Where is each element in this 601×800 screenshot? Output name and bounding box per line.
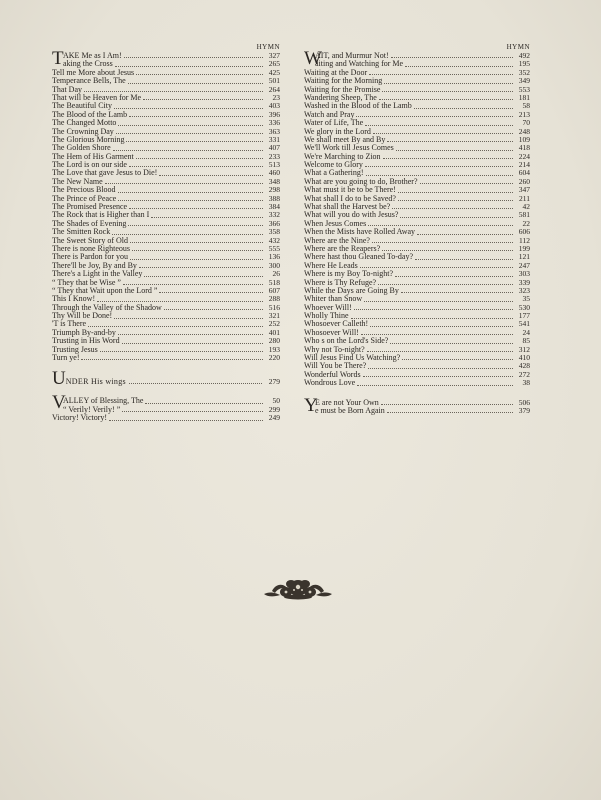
index-entry-title: The Precious Blood bbox=[52, 185, 116, 195]
index-entry-title: “ They that be Wise ” bbox=[52, 277, 121, 287]
hymn-number: 85 bbox=[522, 336, 530, 346]
hymn-number: 22 bbox=[522, 218, 530, 228]
dot-leader bbox=[100, 350, 263, 352]
dot-leader bbox=[351, 317, 513, 319]
index-entry-title: We glory in the Lord bbox=[304, 126, 371, 136]
dot-leader bbox=[361, 333, 513, 335]
hymn-number: 607 bbox=[268, 285, 280, 295]
drop-cap-u: U bbox=[52, 368, 66, 390]
hymn-number: 339 bbox=[518, 277, 530, 287]
dot-leader bbox=[123, 283, 263, 285]
index-entry-title: Trusting Jesus bbox=[52, 344, 98, 354]
hymn-number: 252 bbox=[268, 319, 280, 329]
drop-cap-w: W bbox=[304, 48, 322, 69]
index-entry-title: Through the Valley of the Shadow bbox=[52, 302, 162, 312]
dot-leader bbox=[118, 199, 263, 201]
hymn-number: 214 bbox=[518, 160, 530, 170]
hymn-number: 425 bbox=[268, 67, 280, 77]
index-entry-title: The Rock that is Higher than I bbox=[52, 210, 150, 220]
dot-leader bbox=[366, 174, 513, 176]
dot-leader bbox=[143, 98, 263, 100]
dot-leader bbox=[118, 124, 263, 126]
hymn-column-header: HYMN bbox=[506, 43, 530, 51]
hymn-number: 336 bbox=[268, 118, 280, 128]
dot-leader bbox=[396, 149, 513, 151]
index-entry-title: Welcome to Glory bbox=[304, 160, 363, 170]
hymn-number: 42 bbox=[522, 202, 530, 212]
dot-leader bbox=[126, 140, 263, 142]
dot-leader bbox=[164, 308, 263, 310]
hymn-number: 428 bbox=[518, 361, 530, 371]
dot-leader bbox=[370, 325, 513, 327]
index-entry-title: Water of Life, The bbox=[304, 118, 364, 128]
index-entry-title: We'll Work till Jesus Comes bbox=[304, 143, 394, 153]
index-entry-title: Whosoever Will! bbox=[304, 327, 359, 337]
index-entry-title: Where hast thou Gleaned To-day? bbox=[304, 252, 414, 262]
dot-leader bbox=[360, 266, 513, 268]
hymn-number: 513 bbox=[268, 160, 280, 170]
hymn-number: 70 bbox=[522, 118, 530, 128]
hymn-number: 332 bbox=[268, 210, 280, 220]
hymn-number: 195 bbox=[518, 59, 530, 69]
index-entry-title: AKE Me as I Am! bbox=[63, 50, 122, 60]
index-entry-title: We shall meet By and By bbox=[304, 134, 386, 144]
dot-leader bbox=[97, 300, 263, 302]
hymn-number: 26 bbox=[272, 269, 280, 279]
index-entry-title: This I Know! bbox=[52, 294, 96, 304]
hymn-number: 193 bbox=[268, 344, 280, 354]
index-entry-title: That will be Heaven for Me bbox=[52, 92, 142, 102]
dot-leader bbox=[128, 82, 263, 84]
hymn-number: 327 bbox=[268, 50, 280, 60]
left-column bbox=[52, 43, 280, 423]
hymn-number: 300 bbox=[268, 260, 280, 270]
hymn-number: 181 bbox=[518, 92, 530, 102]
index-entry-title: Tell me More about Jesus bbox=[52, 67, 135, 77]
dot-leader bbox=[387, 140, 513, 142]
hymn-number: 298 bbox=[268, 185, 280, 195]
drop-cap-y: Y bbox=[304, 394, 318, 416]
hymn-number: 323 bbox=[518, 285, 530, 295]
index-entry-title: The Blood of the Lamb bbox=[52, 109, 128, 119]
dot-leader bbox=[400, 216, 513, 218]
dot-leader bbox=[368, 367, 513, 369]
dot-leader bbox=[139, 266, 263, 268]
index-entry-title: What shall I do to be Saved? bbox=[304, 193, 396, 203]
hymn-number: 553 bbox=[518, 84, 530, 94]
dot-leader bbox=[392, 207, 513, 209]
hymn-number: 35 bbox=[522, 294, 530, 304]
index-entry-title: E are not Your Own bbox=[315, 397, 379, 407]
dot-leader bbox=[122, 342, 263, 344]
hymn-number: 213 bbox=[518, 109, 530, 119]
hymn-number: 233 bbox=[268, 151, 280, 161]
index-entry bbox=[52, 77, 280, 85]
hymn-column-header: HYMN bbox=[256, 43, 280, 51]
dot-leader bbox=[114, 317, 263, 319]
hymn-number: 211 bbox=[519, 193, 530, 203]
drop-cap-v: V bbox=[52, 392, 66, 414]
hymn-number: 541 bbox=[518, 319, 530, 329]
index-entry-title: The Promised Presence bbox=[52, 202, 128, 212]
dot-leader bbox=[151, 216, 263, 218]
dot-leader bbox=[367, 350, 513, 352]
hymn-number: 312 bbox=[518, 344, 530, 354]
dot-leader bbox=[415, 258, 513, 260]
index-entry-title: What must it be to be There! bbox=[304, 185, 396, 195]
dot-leader bbox=[402, 358, 513, 360]
index-entry-title: There is Pardon for you bbox=[52, 252, 128, 262]
dot-leader bbox=[372, 241, 513, 243]
index-entry-title: What shall the Harvest be? bbox=[304, 202, 391, 212]
hymn-number: 136 bbox=[268, 252, 280, 262]
hymn-number: 58 bbox=[522, 101, 530, 111]
index-entry-title: The Smitten Rock bbox=[52, 227, 111, 237]
dot-leader bbox=[378, 283, 513, 285]
hymn-number: 288 bbox=[268, 294, 280, 304]
dot-leader bbox=[136, 157, 263, 159]
index-entry-title: Victory! Victory! bbox=[52, 413, 108, 423]
right-column bbox=[304, 43, 530, 415]
hymn-number: 358 bbox=[268, 227, 280, 237]
hymn-number: 349 bbox=[518, 76, 530, 86]
dot-leader bbox=[390, 342, 513, 344]
hymn-number: 38 bbox=[522, 378, 530, 388]
index-entry-title: The Crowning Day bbox=[52, 126, 114, 136]
dot-leader bbox=[414, 107, 513, 109]
index-entry-title: Thy Will be Done! bbox=[52, 311, 113, 321]
hymn-number: 109 bbox=[518, 134, 530, 144]
index-entry-title: That Day bbox=[52, 84, 82, 94]
dot-leader bbox=[84, 90, 263, 92]
index-entry-title: aiting and Watching for Me bbox=[315, 59, 404, 69]
dot-leader bbox=[136, 73, 263, 75]
index-entry-title: Wondrous Love bbox=[304, 378, 356, 388]
hymn-number: 265 bbox=[268, 59, 280, 69]
index-entry-title: The Glorious Morning bbox=[52, 134, 125, 144]
u-section bbox=[52, 368, 280, 390]
hymn-number: 279 bbox=[268, 377, 280, 387]
dot-leader bbox=[114, 107, 263, 109]
dot-leader bbox=[124, 56, 263, 58]
index-entry-title: Where is Thy Refuge? bbox=[304, 277, 377, 287]
dot-leader bbox=[109, 419, 263, 421]
index-entry-title: When Jesus Comes bbox=[304, 218, 367, 228]
hymn-number: 363 bbox=[268, 126, 280, 136]
dot-leader bbox=[88, 325, 263, 327]
hymn-number: 506 bbox=[518, 397, 530, 407]
hymn-number: 224 bbox=[518, 151, 530, 161]
dot-leader bbox=[405, 65, 513, 67]
index-entry-title: There is none Righteous bbox=[52, 243, 130, 253]
index-entry-title: Waiting at the Door bbox=[304, 67, 368, 77]
index-entry-title: The Beautiful City bbox=[52, 101, 112, 111]
index-entry-title: Where are the Nine? bbox=[304, 235, 370, 245]
index-entry-title: The New Name bbox=[52, 176, 103, 186]
dot-leader bbox=[401, 291, 513, 293]
hymn-number: 492 bbox=[518, 50, 530, 60]
hymn-number: 177 bbox=[518, 311, 530, 321]
dot-leader bbox=[144, 275, 263, 277]
index-entry-title: The Lord is on our side bbox=[52, 160, 127, 170]
hymn-number: 388 bbox=[268, 193, 280, 203]
index-entry-title: When the Mists have Rolled Away bbox=[304, 227, 416, 237]
dot-leader bbox=[363, 375, 513, 377]
dot-leader bbox=[368, 224, 513, 226]
dot-leader bbox=[105, 182, 263, 184]
hymn-number: 249 bbox=[268, 413, 280, 423]
dot-leader bbox=[373, 132, 513, 134]
hymn-number: 396 bbox=[268, 109, 280, 119]
index-entry-title: aking the Cross bbox=[63, 59, 113, 69]
y-section bbox=[304, 394, 530, 416]
index-entry-title: Where are the Reapers? bbox=[304, 243, 381, 253]
index-entry-title: “ They that Wait upon the Lord ” bbox=[52, 285, 158, 295]
hymn-number: 530 bbox=[518, 302, 530, 312]
hymn-number: 379 bbox=[518, 406, 530, 415]
hymn-number: 199 bbox=[518, 243, 530, 253]
index-entry-title: Trusting in His Word bbox=[52, 336, 120, 346]
hymn-number: 366 bbox=[268, 218, 280, 228]
hymn-number: 348 bbox=[268, 176, 280, 186]
index-entry-title: What are you going to do, Brother? bbox=[304, 176, 418, 186]
dot-leader bbox=[395, 275, 513, 277]
index-entry-title: The Golden Shore bbox=[52, 143, 111, 153]
index-entry bbox=[52, 414, 280, 422]
index-entry-title: Wonderful Words bbox=[304, 369, 361, 379]
dot-leader bbox=[81, 358, 263, 360]
index-entry-title: The Shades of Evening bbox=[52, 218, 127, 228]
index-entry-title: “ Verily! Verily! ” bbox=[63, 404, 121, 414]
hymn-number: 303 bbox=[518, 269, 530, 279]
hymn-number: 501 bbox=[268, 76, 280, 86]
dot-leader bbox=[112, 233, 263, 235]
dot-leader bbox=[365, 165, 513, 167]
hymn-number: 347 bbox=[518, 185, 530, 195]
hymn-number: 112 bbox=[519, 235, 530, 245]
index-entry-title: ALLEY of Blessing, The bbox=[63, 396, 144, 406]
index-entry-title: Who s on the Lord's Side? bbox=[304, 336, 389, 346]
dot-leader bbox=[130, 258, 263, 260]
hymn-number: 260 bbox=[518, 176, 530, 186]
dot-leader bbox=[420, 182, 513, 184]
dot-leader bbox=[357, 384, 513, 386]
hymn-number: 384 bbox=[268, 202, 280, 212]
dot-leader bbox=[417, 233, 513, 235]
dot-leader bbox=[129, 115, 263, 117]
hymn-number: 410 bbox=[518, 353, 530, 363]
dot-leader bbox=[130, 241, 263, 243]
hymn-number: 24 bbox=[522, 327, 530, 337]
index-entry-title: 'T is There bbox=[52, 319, 87, 329]
hymn-number: 432 bbox=[268, 235, 280, 245]
dot-leader bbox=[369, 73, 513, 75]
index-entry-title: Temperance Bells, The bbox=[52, 76, 126, 86]
v-section bbox=[52, 392, 280, 423]
index-entry-title: AIT, and Murmur Not! bbox=[315, 50, 389, 60]
index-entry-title: Whoever Will! bbox=[304, 302, 352, 312]
index-entry-title: Waiting for the Morning bbox=[304, 76, 383, 86]
index-entry-title: Washed in the Blood of the Lamb bbox=[304, 101, 412, 111]
dot-leader bbox=[129, 165, 263, 167]
dot-leader bbox=[364, 300, 513, 302]
hymn-number: 518 bbox=[268, 277, 280, 287]
hymn-number: 460 bbox=[268, 168, 280, 178]
dot-leader bbox=[382, 249, 513, 251]
index-entry-title: NDER His wings bbox=[65, 377, 126, 387]
dot-leader bbox=[379, 98, 513, 100]
index-entry-title: There's a Light in the Valley bbox=[52, 269, 143, 279]
dot-leader bbox=[356, 115, 513, 117]
dot-leader bbox=[129, 383, 262, 384]
t-section bbox=[52, 48, 280, 363]
hymn-number: 280 bbox=[268, 336, 280, 346]
hymn-number: 516 bbox=[268, 302, 280, 312]
dot-leader bbox=[113, 149, 263, 151]
index-entry-title: Waiting for the Promise bbox=[304, 84, 381, 94]
dot-leader bbox=[354, 308, 513, 310]
index-entry-title: Where is my Boy To-night? bbox=[304, 269, 394, 279]
hymn-number: 604 bbox=[518, 168, 530, 178]
index-entry-title: Triumph By-and-by bbox=[52, 327, 116, 337]
dot-leader bbox=[398, 199, 513, 201]
dot-leader bbox=[365, 124, 513, 126]
hymn-number: 50 bbox=[272, 396, 280, 406]
index-entry-title: e must be Born Again bbox=[315, 406, 385, 415]
hymn-number: 331 bbox=[268, 134, 280, 144]
hymn-number: 23 bbox=[272, 92, 280, 102]
index-entry-title: What a Gathering! bbox=[304, 168, 364, 178]
dot-leader bbox=[145, 402, 263, 404]
hymn-number: 321 bbox=[268, 311, 280, 321]
hymn-number: 401 bbox=[268, 327, 280, 337]
index-entry-title: Whosoever Calleth! bbox=[304, 319, 369, 329]
hymn-number: 581 bbox=[518, 210, 530, 220]
index-entry-title: Why not To-night? bbox=[304, 344, 365, 354]
index-entry-title: Wandering Sheep, The bbox=[304, 92, 377, 102]
index-entry-title: Watch and Pray bbox=[304, 109, 355, 119]
dot-leader bbox=[384, 82, 513, 84]
dot-leader bbox=[398, 191, 513, 193]
index-entry bbox=[52, 312, 280, 320]
index-entry-title: Whiter than Snow bbox=[304, 294, 363, 304]
dot-leader bbox=[115, 65, 263, 67]
dot-leader bbox=[129, 207, 263, 209]
index-entry-title: Wholly Thine bbox=[304, 311, 349, 321]
hymn-number: 272 bbox=[518, 369, 530, 379]
dot-leader bbox=[381, 403, 513, 405]
index-entry-title: Turn ye! bbox=[52, 353, 80, 363]
dot-leader bbox=[382, 90, 513, 92]
index-entry-title: Will Jesus Find Us Watching? bbox=[304, 353, 401, 363]
hymn-number: 418 bbox=[518, 143, 530, 153]
dot-leader bbox=[116, 132, 263, 134]
index-entry bbox=[304, 407, 530, 415]
dot-leader bbox=[118, 191, 263, 193]
dot-leader bbox=[159, 174, 263, 176]
index-entry bbox=[52, 354, 280, 362]
index-entry-title: Where He Leads bbox=[304, 260, 358, 270]
index-entry-title: While the Days are Going By bbox=[304, 285, 399, 295]
dot-leader bbox=[387, 411, 513, 413]
dot-leader bbox=[122, 410, 263, 412]
index-entry bbox=[304, 379, 530, 387]
dot-leader bbox=[118, 333, 263, 335]
index-entry-title: The Hem of His Garment bbox=[52, 151, 134, 161]
hymn-number: 248 bbox=[518, 126, 530, 136]
dot-leader bbox=[383, 157, 513, 159]
drop-cap-t: T bbox=[52, 48, 64, 69]
index-entry-title: There'll be Joy, By and By bbox=[52, 260, 137, 270]
hymn-number: 555 bbox=[268, 243, 280, 253]
hymn-number: 264 bbox=[268, 84, 280, 94]
index-entry-title: The Changed Motto bbox=[52, 118, 117, 128]
w-section bbox=[304, 48, 530, 388]
index-entry-title: We're Marching to Zion bbox=[304, 151, 381, 161]
floral-ornament-icon bbox=[258, 575, 338, 601]
dot-leader bbox=[132, 249, 263, 251]
hymn-number: 403 bbox=[268, 101, 280, 111]
hymn-number: 220 bbox=[268, 353, 280, 363]
hymn-number: 407 bbox=[268, 143, 280, 153]
index-entry-title: What will you do with Jesus? bbox=[304, 210, 399, 220]
index-entry-title: The Love that gave Jesus to Die! bbox=[52, 168, 158, 178]
hymn-number: 606 bbox=[518, 227, 530, 237]
dot-leader bbox=[391, 56, 513, 58]
index-entry-title: Will You be There? bbox=[304, 361, 367, 371]
hymn-number: 299 bbox=[268, 404, 280, 414]
index-entry-title: The Prince of Peace bbox=[52, 193, 117, 203]
hymn-number: 121 bbox=[518, 252, 530, 262]
dot-leader bbox=[128, 224, 263, 226]
hymn-number: 247 bbox=[518, 260, 530, 270]
dot-leader bbox=[159, 291, 263, 293]
hymn-number: 352 bbox=[518, 67, 530, 77]
index-entry bbox=[52, 346, 280, 354]
index-entry-title: The Sweet Story of Old bbox=[52, 235, 128, 245]
